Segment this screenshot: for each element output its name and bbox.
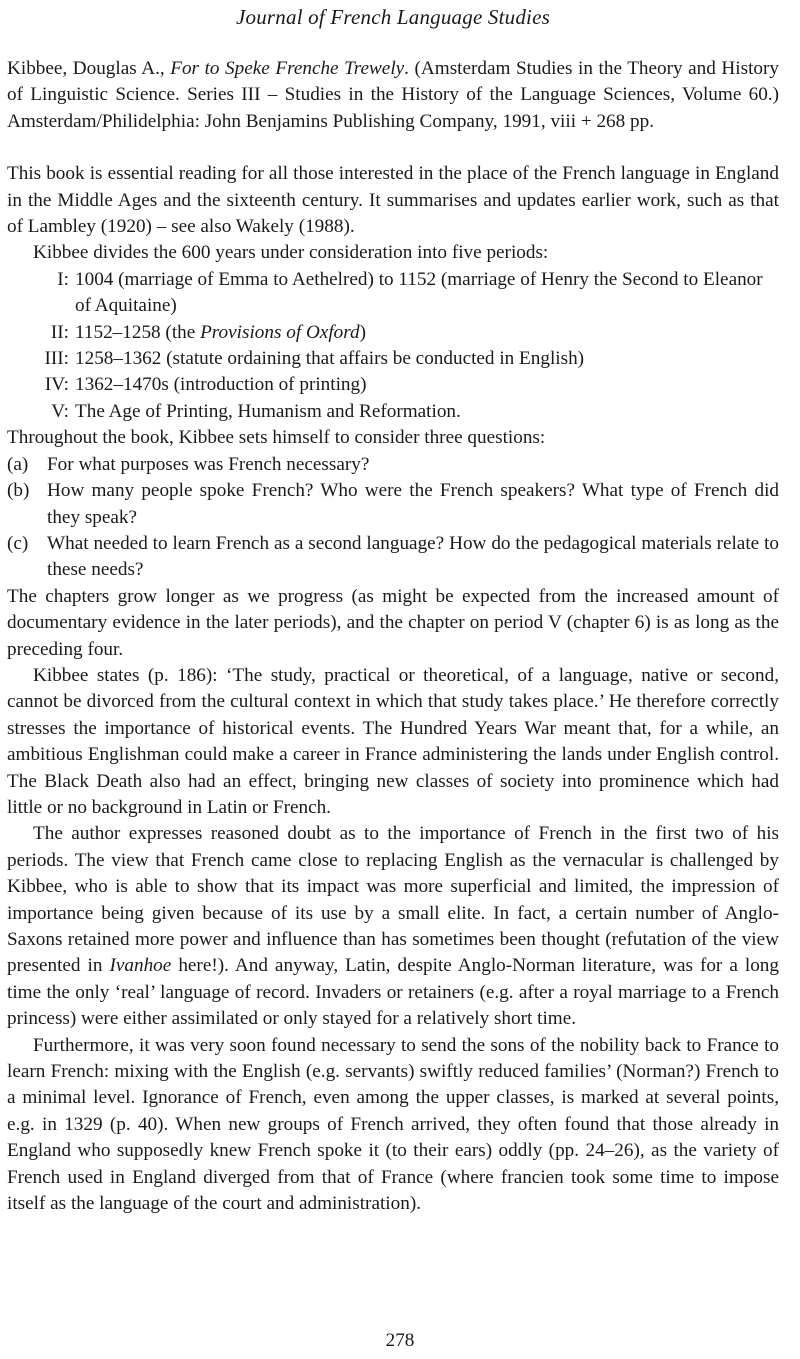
question-text: How many people spoke French? Who were the French speakers? What type of French did they speak? <box>47 480 779 528</box>
period-item <box>7 399 779 425</box>
periods-list <box>7 267 779 425</box>
period-text: 1362–1470s (introduction of printing) <box>75 374 367 396</box>
page <box>7 0 779 1217</box>
period-text: 1004 (marriage of Emma to Aethelred) to 1152 (marriage of Henry the Second to Eleanor of Aquitaine) <box>75 268 763 317</box>
chapters-paragraph: The chapters grow longer as we progress (as might be expected from the increased amount of documentary evidence in the later periods), and the chapter on period V (chapter 6) is as long as the preceding four. <box>7 585 779 660</box>
page-number: 278 <box>385 1330 415 1351</box>
period-text: 1258–1362 (statute ordaining that affairs be conducted in English) <box>75 348 585 370</box>
states-paragraph: Kibbee states (p. 186): ‘The study, practical or theoretical, of a language, native or second, cannot be divorced from the cultural context in which that study takes place.’ He therefore correctly stresses the importance of historical events. The Hundred Years War meant that, for a while, an ambitious Englishman could make a career in France administering the lands under English control. The Black Death also had an effect, bringing new classes of society into prominence which had little or no background in Latin or French. <box>7 664 779 818</box>
period-number: V: <box>51 400 69 422</box>
periods-intro: Kibbee divides the 600 years under consideration into five periods: <box>33 242 549 264</box>
period-text-end: ) <box>359 321 366 343</box>
period-text-emphasis: Provisions of Oxford <box>200 321 360 343</box>
period-number: III: <box>44 348 69 370</box>
section-gap <box>7 135 779 161</box>
question-item <box>7 478 779 531</box>
period-text: The Age of Printing, Humanism and Reformation. <box>75 400 461 422</box>
book-citation <box>7 56 779 135</box>
period-text <box>75 320 779 346</box>
intro-paragraph: This book is essential reading for all those interested in the place of the French language in England in the Middle Ages and the sixteenth century. It summarises and updates earlier work, such as that of Lambley (1920) – see also Wakely (1988). <box>7 163 779 238</box>
citation-title: For to Speke Frenche Trewely <box>170 58 405 79</box>
period-item <box>7 346 779 372</box>
question-label: (b) <box>7 480 30 502</box>
question-label: (c) <box>7 532 29 554</box>
period-item <box>7 267 779 320</box>
doubt-text-start: The author expresses reasoned doubt as to the importance of French in the first two of his periods. The view that French came close to replacing English as the vernacular is challenged by Kibbee, who is able to show that its impact was more superficial and limited, the impression of importance being given because of its use by a small elite. In fact, a certain number of Anglo-Saxons retained more power and influence than has sometimes been thought (refutation of the view presented in <box>7 823 779 977</box>
doubt-paragraph <box>7 821 779 1032</box>
period-item <box>7 320 779 346</box>
period-text-start: 1152–1258 (the <box>75 321 201 343</box>
doubt-text-emphasis: Ivanhoe <box>109 955 172 977</box>
citation-details: . (Amsterdam Studies in the Theory and History of Linguistic Science. Series III – Studies in the History of the Language Sciences, Volume 60.) Amsterdam/Philidelphia: John Benjamins Publishing Company, 1991, viii + 268 pp. <box>7 58 779 132</box>
question-item <box>7 452 779 478</box>
doubt-text-end: here!). And anyway, Latin, despite Anglo-Norman literature, was for a long time the only ‘real’ language of record. Invaders or retainers (e.g. after a royal marriage to a French princess) were either assimilated or only stayed for a relatively short time. <box>7 955 779 1030</box>
running-head: Journal of French Language Studies <box>236 5 550 29</box>
period-number: I: <box>57 268 69 290</box>
period-item <box>7 372 779 398</box>
question-text: For what purposes was French necessary? <box>47 453 370 475</box>
questions-intro: Throughout the book, Kibbee sets himself to consider three questions: <box>7 427 546 449</box>
period-number: IV: <box>44 374 69 396</box>
questions-list <box>7 452 779 584</box>
question-item <box>7 531 779 584</box>
period-number: II: <box>50 321 69 343</box>
question-label: (a) <box>7 453 29 475</box>
furthermore-paragraph: Furthermore, it was very soon found necessary to send the sons of the nobility back to France to learn French: mixing with the English (e.g. servants) swiftly reduced families’ (Norman?) French to a minimal level. Ignorance of French, even among the upper classes, is marked at several points, e.g. in 1329 (p. 40). When new groups of French arrived, they often found that those already in England who supposedly knew French spoke it (to their ears) oddly (pp. 24–26), as the variety of French used in England diverged from that of France (where francien took some time to impose itself as the language of the court and administration). <box>7 1034 779 1215</box>
question-text: What needed to learn French as a second language? How do the pedagogical materials relate to these needs? <box>47 532 779 581</box>
citation-author: Kibbee, Douglas A., <box>7 58 171 79</box>
